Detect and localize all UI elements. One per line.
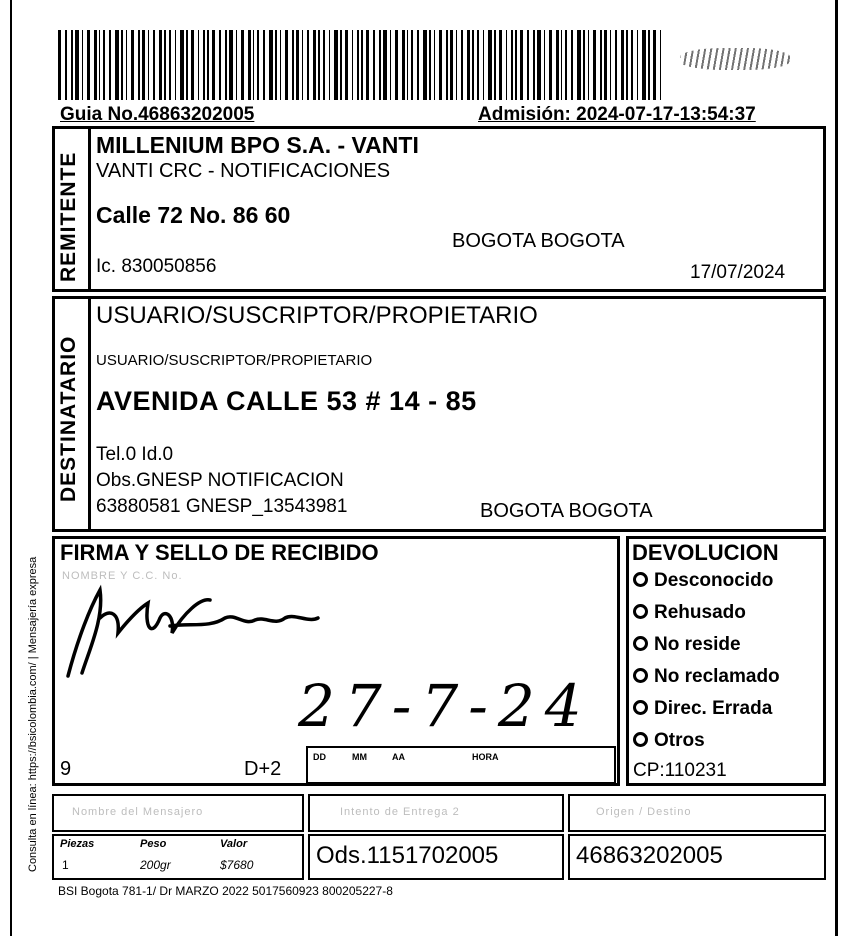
barcode-bar	[467, 30, 470, 100]
barcode-bar	[296, 30, 299, 100]
barcode-bar	[340, 30, 342, 100]
barcode-bar	[565, 30, 567, 100]
barcode-bar	[544, 30, 545, 100]
barcode-bar	[175, 30, 176, 100]
barcode-bar	[637, 30, 638, 100]
barcode-bar	[191, 30, 194, 100]
barcode-bar	[292, 30, 294, 100]
barcode-bar	[600, 30, 602, 100]
devolucion-option-otros[interactable]: Otros	[633, 730, 705, 752]
barcode-bar	[610, 30, 611, 100]
destinatario-obs: Obs.GNESP NOTIFICACION	[96, 470, 344, 491]
devolucion-option-direc-errada[interactable]: Direc. Errada	[633, 698, 772, 720]
remitente-id: Ic. 830050856	[96, 256, 217, 277]
handwritten-date: 27-7-24	[298, 672, 592, 740]
ods-number: Ods.1151702005	[316, 842, 499, 869]
admision-timestamp: Admisión: 2024-07-17-13:54:37	[478, 104, 756, 125]
remitente-label: REMITENTE	[57, 151, 80, 282]
barcode-bar	[407, 30, 408, 100]
barcode-bar	[604, 30, 607, 100]
barcode-bar	[115, 30, 119, 100]
barcode-bar	[402, 30, 405, 100]
barcode-bar	[329, 30, 330, 100]
barcode-bar	[483, 30, 484, 100]
barcode-bar	[556, 30, 559, 100]
barcode-bar	[302, 30, 303, 100]
barcode-bar	[621, 30, 624, 100]
barcode-bar	[537, 30, 541, 100]
barcode-bar	[515, 30, 517, 100]
barcode-bar	[236, 30, 237, 100]
barcode-bar	[153, 30, 155, 100]
barcode-bar	[82, 30, 83, 100]
barcode-bar	[549, 30, 552, 100]
barcode-bar	[65, 30, 67, 100]
barcode-bar	[446, 30, 448, 100]
barcode-bar	[121, 30, 123, 100]
destinatario-city: BOGOTA BOGOTA	[480, 500, 653, 522]
barcode-bar	[520, 30, 523, 100]
barcode-bar	[361, 30, 363, 100]
date-dd-label: DD	[313, 752, 326, 762]
barcode-bar	[285, 30, 288, 100]
barcode-bar	[571, 30, 573, 100]
side-consulta-text: Consulta en línea: https://bsicolombia.com/ | Mensajería expresa	[27, 556, 39, 872]
barcode-bar	[318, 30, 320, 100]
peso-value: 200gr	[140, 858, 171, 872]
barcode-bar	[456, 30, 457, 100]
barcode-bar	[533, 30, 535, 100]
destinatario-address: AVENIDA CALLE 53 # 14 - 85	[96, 386, 477, 416]
barcode-bar	[109, 30, 111, 100]
barcode-bar	[269, 30, 273, 100]
barcode-bar	[506, 30, 507, 100]
barcode-bar	[180, 30, 184, 100]
barcode-bar	[212, 30, 215, 100]
barcode-bar	[186, 30, 188, 100]
barcode-bar	[58, 30, 61, 100]
barcode-bar	[395, 30, 398, 100]
valor-label: Valor	[220, 838, 248, 850]
barcode-bar	[87, 30, 90, 100]
remitente-address: Calle 72 No. 86 60	[96, 202, 291, 228]
devolucion-option-rehusado[interactable]: Rehusado	[633, 602, 746, 624]
barcode	[58, 30, 668, 100]
firma-left-code: 9	[60, 758, 72, 780]
bottom-faint-2: Intento de Entrega 2	[340, 806, 460, 818]
barcode-bar	[577, 30, 581, 100]
destinatario-name-small: USUARIO/SUSCRIPTOR/PROPIETARIO	[96, 352, 373, 369]
barcode-bar	[439, 30, 442, 100]
barcode-bar	[631, 30, 633, 100]
time-hora-label: HORA	[472, 752, 499, 762]
barcode-bar	[417, 30, 419, 100]
bottom-faint-3: Origen / Destino	[596, 806, 692, 818]
devolucion-title: DEVOLUCION	[632, 540, 779, 565]
barcode-bar	[207, 30, 209, 100]
remitente-date: 17/07/2024	[690, 262, 786, 283]
scan-edge-right	[835, 0, 838, 936]
barcode-bar	[660, 30, 661, 100]
barcode-bar	[280, 30, 281, 100]
barcode-bar	[148, 30, 149, 100]
barcode-bar	[99, 30, 100, 100]
firma-title: FIRMA Y SELLO DE RECIBIDO	[60, 540, 379, 565]
firma-name-label: NOMBRE Y C.C. No.	[62, 570, 183, 582]
barcode-bar	[488, 30, 492, 100]
barcode-bar	[494, 30, 496, 100]
bottom-faint-1: Nombre del Mensajero	[72, 806, 204, 818]
barcode-bar	[561, 30, 562, 100]
barcode-bar	[334, 30, 338, 100]
barcode-bar	[94, 30, 97, 100]
barcode-bar	[583, 30, 585, 100]
barcode-bar	[411, 30, 413, 100]
scan-edge-left	[10, 0, 12, 936]
guia-number-bottom: 46863202005	[576, 842, 723, 869]
barcode-bar	[126, 30, 127, 100]
remitente-divider	[88, 126, 91, 292]
barcode-bar	[103, 30, 105, 100]
destinatario-divider	[88, 296, 91, 532]
barcode-bar	[159, 30, 162, 100]
destinatario-ref: 63880581 GNESP_13543981	[96, 496, 348, 517]
barcode-bar	[366, 30, 369, 100]
remitente-city: BOGOTA BOGOTA	[452, 230, 625, 252]
barcode-bar	[142, 30, 145, 100]
delivery-time: D+2	[244, 758, 282, 780]
barcode-bar	[164, 30, 166, 100]
barcode-bar	[131, 30, 134, 100]
destinatario-tel: Tel.0 Id.0	[96, 444, 174, 465]
barcode-bar	[225, 30, 227, 100]
barcode-bar	[511, 30, 513, 100]
barcode-bar	[588, 30, 589, 100]
barcode-bar	[241, 30, 244, 100]
barcode-bar	[527, 30, 529, 100]
barcode-bar	[593, 30, 596, 100]
barcode-bar	[75, 30, 79, 100]
barcode-bar	[434, 30, 435, 100]
barcode-bar	[357, 30, 359, 100]
barcode-bar	[219, 30, 221, 100]
barcode-bar	[461, 30, 463, 100]
barcode-bar	[203, 30, 205, 100]
barcode-bar	[472, 30, 474, 100]
barcode-bar	[373, 30, 375, 100]
signature	[60, 578, 330, 688]
barcode-bar	[450, 30, 453, 100]
footer-line: BSI Bogota 781-1/ Dr MARZO 2022 5017560923 800205227-8	[58, 884, 393, 898]
date-aa-label: AA	[392, 752, 405, 762]
devolucion-option-no-reside[interactable]: No reside	[633, 634, 741, 656]
barcode-bar	[169, 30, 171, 100]
valor-value: $7680	[220, 858, 254, 872]
piezas-value: 1	[62, 858, 69, 872]
barcode-bar	[198, 30, 199, 100]
barcode-bar	[642, 30, 646, 100]
barcode-bar	[423, 30, 427, 100]
remitente-dept: VANTI CRC - NOTIFICACIONES	[96, 160, 391, 182]
barcode-bar	[615, 30, 617, 100]
devolucion-option-desconocido[interactable]: Desconocido	[633, 570, 773, 592]
barcode-bar	[323, 30, 325, 100]
barcode-bar	[307, 30, 309, 100]
barcode-bar	[263, 30, 265, 100]
barcode-bar	[229, 30, 233, 100]
barcode-bar	[248, 30, 251, 100]
barcode-bar	[313, 30, 316, 100]
barcode-bar	[379, 30, 381, 100]
barcode-bar	[71, 30, 73, 100]
barcode-bar	[648, 30, 650, 100]
barcode-bar	[138, 30, 140, 100]
barcode-bar	[390, 30, 391, 100]
barcode-bar	[253, 30, 254, 100]
barcode-bar	[626, 30, 628, 100]
devolucion-option-no-reclamado[interactable]: No reclamado	[633, 666, 780, 688]
destinatario-label: DESTINATARIO	[57, 335, 80, 502]
barcode-bar	[499, 30, 502, 100]
barcode-bar	[257, 30, 259, 100]
barcode-bar	[345, 30, 348, 100]
piezas-label: Piezas	[60, 838, 95, 850]
guia-number: Guia No.46863202005	[60, 104, 255, 125]
destinatario-name: USUARIO/SUSCRIPTOR/PROPIETARIO	[96, 302, 538, 329]
barcode-bar	[477, 30, 479, 100]
barcode-bar	[653, 30, 656, 100]
devolucion-cp: CP:110231	[633, 760, 727, 781]
peso-label: Peso	[140, 838, 167, 850]
barcode-bar	[275, 30, 277, 100]
barcode-bar	[352, 30, 353, 100]
barcode-bar	[429, 30, 431, 100]
date-mm-label: MM	[352, 752, 367, 762]
remitente-name: MILLENIUM BPO S.A. - VANTI	[96, 132, 419, 158]
barcode-bar	[383, 30, 387, 100]
barcode-smudge	[680, 48, 790, 70]
